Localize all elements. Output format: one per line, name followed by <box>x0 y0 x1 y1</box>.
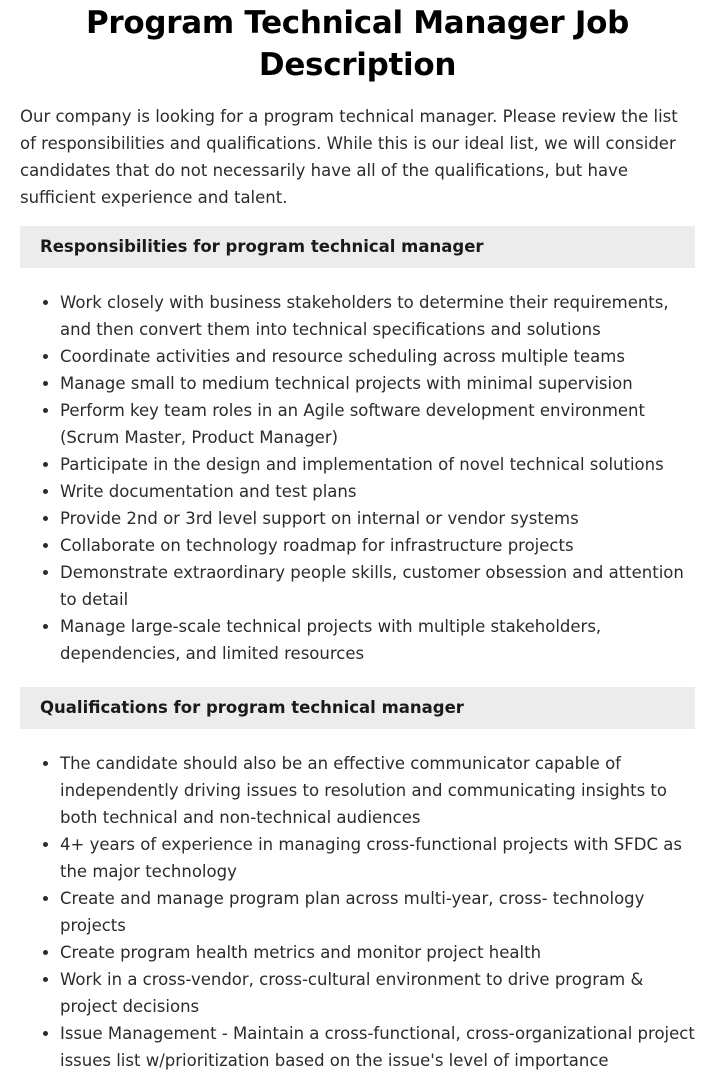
list-item: • Work closely with business stakeholders to determine their requirements, and then convert them into technical specifications and solutions <box>60 289 695 343</box>
list-item: • The candidate should also be an effective communicator capable of independently driving issues to resolution and communicating insights to both technical and non-technical audiences <box>60 750 695 831</box>
list-item: • Coordinate activities and resource scheduling across multiple teams <box>60 343 695 370</box>
qualifications-header: Qualifications for program technical manager <box>20 687 695 729</box>
list-item: • Perform key team roles in an Agile software development environment (Scrum Master, Product Manager) <box>60 397 695 451</box>
intro-paragraph: Our company is looking for a program technical manager. Please review the list of responsibilities and qualifications. While this is our ideal list, we will consider candidates that do not necessarily have all of the qualifications, but have sufficient experience and talent. <box>20 107 678 207</box>
list-item: • Write documentation and test plans <box>60 478 695 505</box>
responsibilities-header: Responsibilities for program technical manager <box>20 226 695 268</box>
list-item: • Work in a cross-vendor, cross-cultural environment to drive program & project decisions <box>60 966 695 1020</box>
list-item: • Issue Management - Maintain a cross-functional, cross-organizational project issues list w/prioritization based on the issue's level of importance <box>60 1020 695 1074</box>
list-item: • Manage large-scale technical projects with multiple stakeholders, dependencies, and limited resources <box>60 613 695 667</box>
qualifications-list <box>20 750 695 1074</box>
list-item: • Demonstrate extraordinary people skills, customer obsession and attention to detail <box>60 559 695 613</box>
list-item: • Provide 2nd or 3rd level support on internal or vendor systems <box>60 505 695 532</box>
list-item: • 4+ years of experience in managing cross-functional projects with SFDC as the major technology <box>60 831 695 885</box>
list-item: • Participate in the design and implementation of novel technical solutions <box>60 451 695 478</box>
list-item: • Collaborate on technology roadmap for infrastructure projects <box>60 532 695 559</box>
responsibilities-list <box>20 289 695 667</box>
list-item: • Create and manage program plan across multi-year, cross- technology projects <box>60 885 695 939</box>
page-title: Program Technical Manager Job Description <box>85 5 630 83</box>
list-item: • Manage small to medium technical projects with minimal supervision <box>60 370 695 397</box>
list-item: • Create program health metrics and monitor project health <box>60 939 695 966</box>
